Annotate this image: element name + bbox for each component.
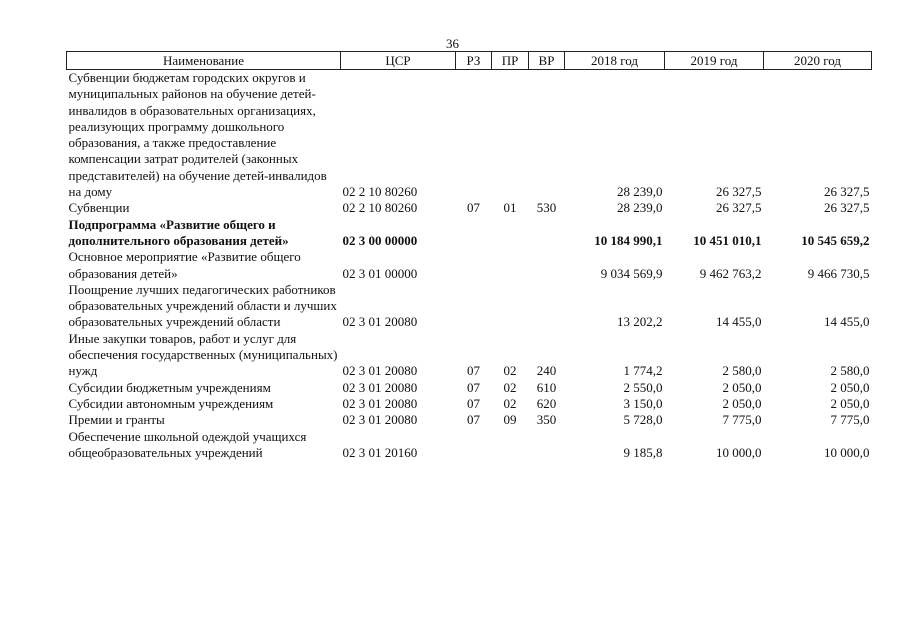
cell-rz: 07	[467, 363, 480, 379]
cell-2018: 28 239,0	[617, 184, 663, 200]
cell-2018: 5 728,0	[623, 412, 663, 428]
table-row	[67, 200, 872, 216]
cell-2019: 10 000,0	[716, 444, 762, 460]
table-row	[67, 412, 872, 428]
cell-csr: 02 3 01 20080	[342, 379, 418, 395]
cell-vr: 530	[536, 200, 557, 216]
cell-2018: 28 239,0	[617, 200, 663, 216]
cell-vr	[529, 217, 565, 250]
header-name: Наименование	[67, 52, 341, 70]
page-number: 36	[446, 36, 459, 51]
table-row	[67, 429, 872, 462]
cell-2020: 9 466 730,5	[807, 265, 870, 281]
cell-rz: 07	[467, 200, 480, 216]
cell-name: Субсидии бюджетным учреждениям	[68, 379, 271, 395]
cell-csr: 02 3 01 20080	[342, 395, 418, 411]
cell-2019: 26 327,5	[716, 200, 762, 216]
cell-2018: 9 034 569,9	[600, 265, 663, 281]
cell-2019: 2 050,0	[722, 395, 762, 411]
cell-name: Премии и гранты	[68, 412, 165, 428]
cell-vr	[529, 70, 565, 201]
cell-2019: 26 327,5	[716, 184, 762, 200]
cell-pr: 01	[503, 200, 517, 216]
cell-name: Субвенции	[68, 200, 130, 216]
cell-rz	[456, 70, 492, 201]
cell-pr: 09	[503, 412, 517, 428]
cell-csr: 02 3 01 00000	[342, 265, 418, 281]
cell-name: Иные закупки товаров, работ и услуг для обеспечения государственных (муниципальных) нужд	[68, 330, 338, 379]
cell-pr	[492, 217, 529, 250]
cell-vr: 620	[536, 395, 557, 411]
table-row	[67, 249, 872, 282]
cell-2018: 10 184 990,1	[594, 232, 663, 248]
cell-2018: 2 550,0	[623, 379, 663, 395]
cell-pr	[492, 282, 529, 331]
cell-csr: 02 3 00 00000	[342, 232, 418, 248]
cell-2019: 10 451 010,1	[693, 232, 762, 248]
cell-csr: 02 2 10 80260	[342, 184, 418, 200]
header-pr: ПР	[492, 52, 529, 70]
cell-rz	[456, 282, 492, 331]
table-row	[67, 282, 872, 331]
cell-2020: 2 050,0	[830, 395, 870, 411]
cell-pr	[492, 249, 529, 282]
cell-pr: 02	[503, 379, 517, 395]
table-row	[67, 217, 872, 250]
cell-name: Субсидии автономным учреждениям	[68, 395, 274, 411]
header-vr: ВР	[529, 52, 565, 70]
table-row	[67, 331, 872, 380]
cell-rz: 07	[467, 412, 480, 428]
header-csr: ЦСР	[341, 52, 456, 70]
cell-vr: 350	[536, 412, 557, 428]
cell-csr: 02 3 01 20080	[342, 363, 418, 379]
cell-2020: 10 545 659,2	[801, 232, 870, 248]
cell-2019: 9 462 763,2	[699, 265, 762, 281]
cell-2020: 10 000,0	[824, 444, 870, 460]
cell-name: Обеспечение школьной одеждой учащихся общеобразовательных учреждений	[68, 428, 307, 460]
cell-pr	[492, 70, 529, 201]
cell-name: Субвенции бюджетам городских округов и муниципальных районов на обучение детей-инвалидов в образовательных организациях, реализующих программу дошкольного образования, а также предоставление компенсации затрат родителей (законных представителей) на обучение детей-инвалидов на дому	[68, 70, 327, 200]
header-row	[67, 52, 872, 70]
header-2019: 2019 год	[665, 52, 764, 70]
cell-2020: 14 455,0	[824, 314, 870, 330]
cell-rz: 07	[467, 395, 480, 411]
cell-2018: 1 774,2	[623, 363, 663, 379]
cell-2018: 9 185,8	[623, 444, 663, 460]
cell-pr: 02	[503, 395, 517, 411]
cell-2018: 13 202,2	[617, 314, 663, 330]
cell-vr	[529, 249, 565, 282]
header-rz: РЗ	[456, 52, 492, 70]
cell-rz	[456, 429, 492, 462]
cell-csr: 02 3 01 20160	[342, 444, 418, 460]
cell-rz	[456, 217, 492, 250]
cell-2020: 7 775,0	[830, 412, 870, 428]
cell-csr: 02 2 10 80260	[342, 200, 418, 216]
cell-csr: 02 3 01 20080	[342, 314, 418, 330]
cell-csr: 02 3 01 20080	[342, 412, 418, 428]
table-body	[67, 70, 872, 462]
cell-2020: 26 327,5	[824, 200, 870, 216]
header-2018: 2018 год	[565, 52, 665, 70]
cell-rz	[456, 249, 492, 282]
cell-vr: 610	[536, 379, 557, 395]
cell-2019: 2 050,0	[722, 379, 762, 395]
cell-name: Подпрограмма «Развитие общего и дополнительного образования детей»	[68, 216, 289, 248]
cell-vr	[529, 429, 565, 462]
cell-2019: 2 580,0	[722, 363, 762, 379]
table-row	[67, 380, 872, 396]
cell-pr	[492, 429, 529, 462]
header-2020: 2020 год	[764, 52, 872, 70]
table-row	[67, 396, 872, 412]
cell-2019: 14 455,0	[716, 314, 762, 330]
cell-vr	[529, 282, 565, 331]
budget-table	[66, 51, 872, 461]
cell-2020: 2 580,0	[830, 363, 870, 379]
cell-pr: 02	[503, 363, 517, 379]
table-row	[67, 70, 872, 201]
cell-rz: 07	[467, 379, 480, 395]
cell-2020: 26 327,5	[824, 184, 870, 200]
cell-vr: 240	[536, 363, 557, 379]
cell-name: Поощрение лучших педагогических работников образовательных учреждений области и лучших образовательных учреждений области	[68, 281, 337, 330]
cell-2019: 7 775,0	[722, 412, 762, 428]
cell-2020: 2 050,0	[830, 379, 870, 395]
cell-2018: 3 150,0	[623, 395, 663, 411]
cell-name: Основное мероприятие «Развитие общего образования детей»	[68, 249, 301, 281]
